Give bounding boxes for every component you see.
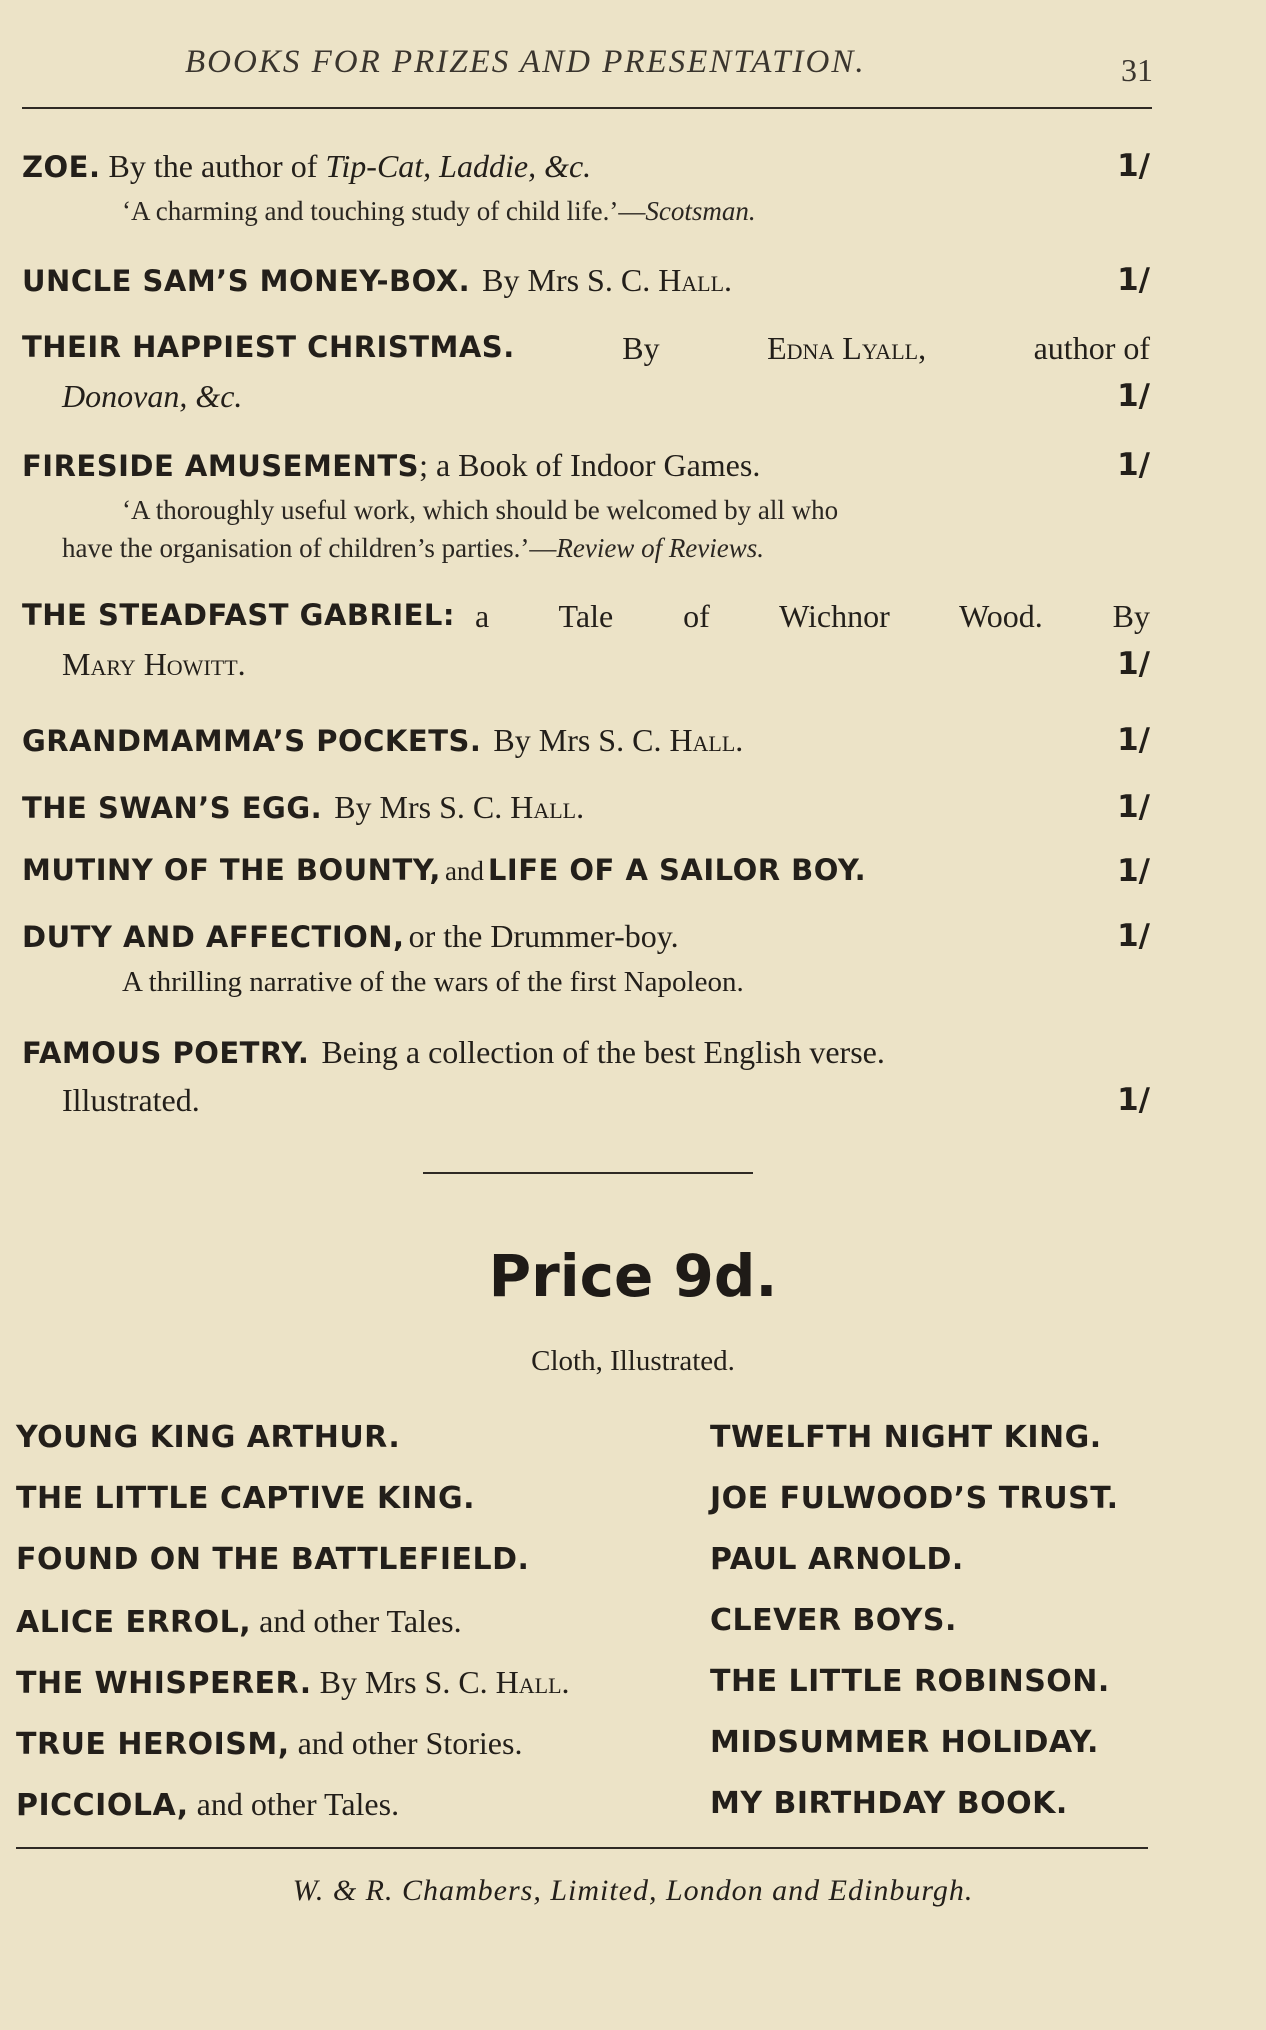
book-price: 1/: [1117, 853, 1150, 889]
book-note: A thrilling narrative of the wars of the first Napoleon.: [122, 966, 744, 998]
book-entry-swans-egg: [22, 789, 1150, 837]
book-price: 1/: [1117, 789, 1150, 825]
list-item: PAUL ARNOLD.: [710, 1542, 964, 1577]
book-price: 1/: [1117, 1082, 1150, 1118]
book-title: THE STEADFAST GABRIEL:: [22, 598, 456, 632]
entry-line: [22, 148, 1150, 196]
book-price: 1/: [1117, 447, 1150, 483]
book-quote: ‘A thoroughly useful work, which should be welcomed by all who: [122, 495, 839, 525]
price-heading: Price 9d.: [488, 1242, 778, 1310]
running-head: BOOKS FOR PRIZES AND PRESENTATION.: [185, 44, 866, 80]
list-item: TWELFTH NIGHT KING.: [710, 1420, 1102, 1455]
book-entry-zoe: [22, 148, 1150, 240]
list-item: YOUNG KING ARTHUR.: [16, 1420, 401, 1455]
book-author: Mary Howitt.: [62, 646, 246, 682]
book-title: MUTINY OF THE BOUNTY,: [22, 853, 441, 887]
book-entry-fireside-amusements: [22, 447, 1150, 577]
list-item: PICCIOLA, and other Tales.: [16, 1786, 400, 1823]
book-title-secondary: LIFE OF A SAILOR BOY.: [487, 853, 867, 887]
price-subheading: Cloth, Illustrated.: [531, 1345, 735, 1377]
book-entry-happiest-christmas: [22, 330, 1150, 426]
list-item: TRUE HEROISM, and other Stories.: [16, 1725, 523, 1762]
list-item: THE LITTLE CAPTIVE KING.: [16, 1481, 475, 1516]
book-price: 1/: [1117, 918, 1150, 954]
book-author: Hall.: [495, 1664, 570, 1700]
book-title: DUTY AND AFFECTION,: [22, 920, 405, 954]
book-title: THE SWAN’S EGG.: [22, 791, 323, 825]
book-entry-steadfast-gabriel: [22, 598, 1150, 694]
entry-line: FAMOUS POETRY. Being a collection of the best English verse.: [22, 1034, 885, 1070]
page-number: 31: [1121, 52, 1153, 88]
book-author: Hall.: [658, 262, 733, 298]
book-title: FAMOUS POETRY.: [22, 1036, 310, 1070]
publisher-imprint: W. & R. Chambers, Limited, London and Edinburgh.: [292, 1874, 974, 1907]
entry-line: [22, 646, 1150, 694]
book-list-right: [710, 1420, 1119, 1847]
list-item: THE LITTLE ROBINSON.: [710, 1664, 1110, 1699]
book-entry-grandmammas-pockets: [22, 722, 1150, 770]
book-title: THEIR HAPPIEST CHRISTMAS.: [22, 330, 515, 364]
book-entry-duty-affection: [22, 918, 1150, 1010]
entry-line: THEIR HAPPIEST CHRISTMAS. By Edna Lyall, author of: [22, 330, 1150, 378]
book-price: 1/: [1117, 262, 1150, 298]
list-item: MY BIRTHDAY BOOK.: [710, 1786, 1068, 1821]
book-entry-famous-poetry: [22, 1034, 1150, 1130]
book-description: By the author of: [108, 148, 326, 184]
book-entry-mutiny-bounty: [22, 853, 1150, 901]
book-quote: have the organisation of children’s parties.’—Review of Reviews.: [62, 533, 765, 563]
list-item: MIDSUMMER HOLIDAY.: [710, 1725, 1099, 1760]
book-author: Edna Lyall,: [767, 330, 927, 366]
entry-line: THE SWAN’S EGG. By Mrs S. C. Hall. 1/: [22, 789, 1150, 825]
book-quote: ‘A charming and touching study of child life.’—Scotsman.: [122, 196, 756, 226]
entry-line: THE STEADFAST GABRIEL: a Tale of Wichnor Wood. By: [22, 598, 1150, 646]
book-price: 1/: [1117, 646, 1150, 682]
entry-line: DUTY AND AFFECTION, or the Drummer-boy. 1/: [22, 918, 1150, 954]
book-author: Hall.: [510, 789, 585, 825]
list-item: JOE FULWOOD’S TRUST.: [710, 1481, 1119, 1516]
footer-rule: [16, 1847, 1148, 1849]
list-item: CLEVER BOYS.: [710, 1603, 957, 1638]
book-list-left: [16, 1420, 570, 1847]
entry-line: [22, 378, 1150, 426]
entry-line: UNCLE SAM’S MONEY-BOX. By Mrs S. C. Hall. 1/: [22, 262, 1150, 298]
entry-line: MUTINY OF THE BOUNTY, and LIFE OF A SAILOR BOY. 1/: [22, 853, 1150, 889]
entry-line: GRANDMAMMA’S POCKETS. By Mrs S. C. Hall. 1/: [22, 722, 1150, 758]
book-title: FIRESIDE AMUSEMENTS: [22, 449, 420, 483]
book-price: 1/: [1117, 378, 1150, 414]
book-reference: Tip-Cat, Laddie, &c.: [325, 148, 592, 184]
book-title: GRANDMAMMA’S POCKETS.: [22, 724, 482, 758]
list-item: ALICE ERROL, and other Tales.: [16, 1603, 462, 1640]
book-title: UNCLE SAM’S MONEY-BOX.: [22, 264, 471, 298]
book-entry-uncle-sam: [22, 262, 1150, 310]
book-price: 1/: [1117, 148, 1150, 184]
entry-line: [22, 966, 1150, 1010]
book-price: 1/: [1117, 722, 1150, 758]
section-divider: [423, 1172, 753, 1174]
list-item: FOUND ON THE BATTLEFIELD.: [16, 1542, 530, 1577]
book-reference: Donovan, &c.: [62, 378, 243, 414]
book-author: Hall.: [669, 722, 744, 758]
list-item: THE WHISPERER. By Mrs S. C. Hall.: [16, 1664, 570, 1701]
entry-line: Illustrated. 1/: [62, 1082, 1150, 1118]
entry-line: FIRESIDE AMUSEMENTS; a Book of Indoor Games. 1/: [22, 447, 1150, 483]
header-rule: [22, 107, 1152, 109]
book-title: ZOE.: [22, 150, 101, 184]
